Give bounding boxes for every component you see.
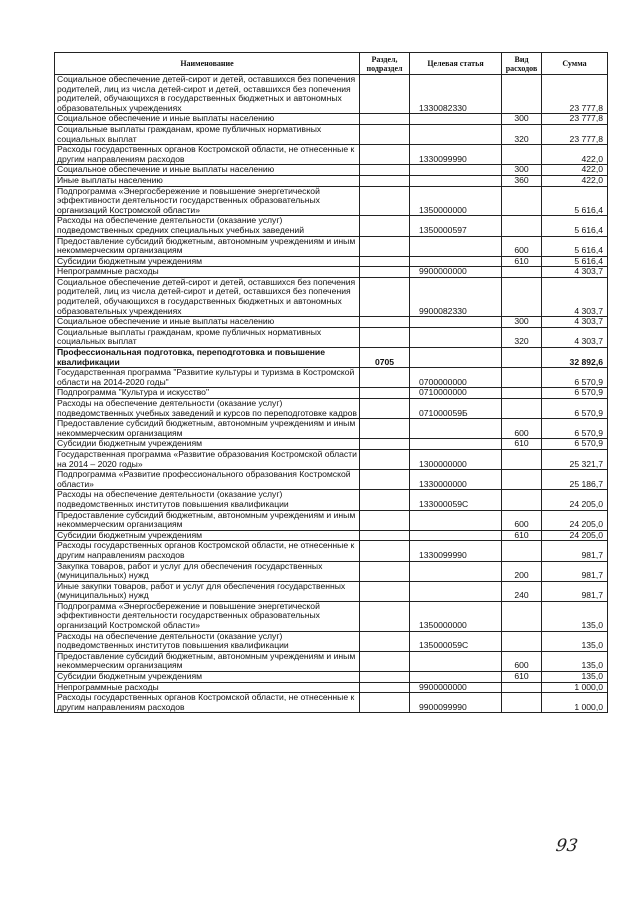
cell-razdel xyxy=(360,419,410,439)
cell-razdel xyxy=(360,651,410,671)
cell-vid: 240 xyxy=(502,581,542,601)
cell-razdel xyxy=(360,581,410,601)
cell-vid xyxy=(502,693,542,713)
cell-celevaya: 9900099990 xyxy=(410,693,502,713)
table-row xyxy=(55,399,608,419)
cell-razdel xyxy=(360,399,410,419)
table-row xyxy=(55,348,608,368)
cell-name: Предоставление субсидий бюджетным, автономным учреждениям и иным некоммерческим организациям xyxy=(55,236,360,256)
cell-vid: 600 xyxy=(502,651,542,671)
cell-razdel xyxy=(360,327,410,347)
cell-celevaya xyxy=(410,114,502,125)
cell-razdel xyxy=(360,530,410,541)
cell-celevaya xyxy=(410,348,502,368)
cell-razdel xyxy=(360,75,410,114)
cell-vid: 610 xyxy=(502,256,542,267)
cell-name: Социальное обеспечение детей-сирот и детей, оставшихся без попечения родителей, лиц из числа детей-сирот и детей, оставшихся без попечения родителей, обучающихся в государственных бюджетных и автономных образовательных учреждениях xyxy=(55,277,360,316)
table-row xyxy=(55,693,608,713)
cell-summa: 23 777,8 xyxy=(542,124,608,144)
cell-vid: 360 xyxy=(502,175,542,186)
page-number: 93 xyxy=(554,836,580,856)
cell-name: Подпрограмма «Энергосбережение и повышение энергетической эффективности деятельности государственных образовательных организаций Костромской области» xyxy=(55,186,360,216)
cell-celevaya xyxy=(410,672,502,683)
table-row xyxy=(55,277,608,316)
cell-name: Непрограммные расходы xyxy=(55,267,360,278)
cell-summa: 32 892,6 xyxy=(542,348,608,368)
cell-razdel xyxy=(360,175,410,186)
cell-celevaya: 9900000000 xyxy=(410,267,502,278)
cell-razdel xyxy=(360,541,410,561)
cell-razdel xyxy=(360,186,410,216)
cell-celevaya xyxy=(410,651,502,671)
budget-table-sheet xyxy=(54,52,607,713)
cell-celevaya: 1300000000 xyxy=(410,449,502,469)
cell-name: Субсидии бюджетным учреждениям xyxy=(55,439,360,450)
cell-summa: 1 000,0 xyxy=(542,693,608,713)
cell-razdel xyxy=(360,682,410,693)
cell-vid: 300 xyxy=(502,114,542,125)
cell-name: Субсидии бюджетным учреждениям xyxy=(55,530,360,541)
table-row xyxy=(55,439,608,450)
table-row xyxy=(55,490,608,510)
cell-summa: 23 777,8 xyxy=(542,114,608,125)
cell-vid xyxy=(502,267,542,278)
cell-vid xyxy=(502,490,542,510)
cell-summa: 4 303,7 xyxy=(542,317,608,328)
cell-vid: 320 xyxy=(502,327,542,347)
cell-vid xyxy=(502,470,542,490)
cell-razdel xyxy=(360,439,410,450)
cell-razdel: 0705 xyxy=(360,348,410,368)
table-row xyxy=(55,186,608,216)
table-row xyxy=(55,256,608,267)
cell-name: Расходы на обеспечение деятельности (оказание услуг) подведомственных средних специальных учебных заведений xyxy=(55,216,360,236)
cell-razdel xyxy=(360,368,410,388)
cell-summa: 1 000,0 xyxy=(542,682,608,693)
cell-razdel xyxy=(360,470,410,490)
cell-name: Профессиональная подготовка, переподготовка и повышение квалификации xyxy=(55,348,360,368)
table-row xyxy=(55,216,608,236)
cell-razdel xyxy=(360,490,410,510)
cell-summa: 6 570,9 xyxy=(542,399,608,419)
cell-summa: 4 303,7 xyxy=(542,327,608,347)
cell-vid xyxy=(502,75,542,114)
cell-vid: 600 xyxy=(502,236,542,256)
table-row xyxy=(55,470,608,490)
cell-vid xyxy=(502,601,542,631)
cell-razdel xyxy=(360,256,410,267)
cell-name: Социальное обеспечение и иные выплаты населению xyxy=(55,165,360,176)
cell-name: Подпрограмма "Культура и искусство" xyxy=(55,388,360,399)
cell-summa: 422,0 xyxy=(542,165,608,176)
header-name: Наименование xyxy=(55,53,360,75)
cell-name: Подпрограмма «Развитие профессионального образования Костромской области» xyxy=(55,470,360,490)
header-celevaya: Целевая статья xyxy=(410,53,502,75)
cell-celevaya xyxy=(410,530,502,541)
cell-razdel xyxy=(360,114,410,125)
budget-table xyxy=(54,52,608,713)
cell-razdel xyxy=(360,165,410,176)
cell-name: Предоставление субсидий бюджетным, автономным учреждениям и иным некоммерческим организациям xyxy=(55,651,360,671)
cell-vid: 300 xyxy=(502,317,542,328)
cell-razdel xyxy=(360,693,410,713)
table-row xyxy=(55,165,608,176)
cell-name: Подпрограмма «Энергосбережение и повышение энергетической эффективности деятельности государственных образовательных организаций Костромской области» xyxy=(55,601,360,631)
cell-summa: 6 570,9 xyxy=(542,388,608,399)
header-vid: Вид расходов xyxy=(502,53,542,75)
cell-summa: 4 303,7 xyxy=(542,277,608,316)
table-body xyxy=(55,75,608,713)
cell-name: Расходы государственных органов Костромской области, не отнесенные к другим направлениям расходов xyxy=(55,541,360,561)
cell-razdel xyxy=(360,236,410,256)
table-row xyxy=(55,75,608,114)
cell-celevaya: 1350000000 xyxy=(410,601,502,631)
cell-vid: 600 xyxy=(502,419,542,439)
cell-vid xyxy=(502,399,542,419)
table-row xyxy=(55,530,608,541)
table-row xyxy=(55,682,608,693)
cell-vid xyxy=(502,186,542,216)
cell-vid xyxy=(502,216,542,236)
cell-summa: 135,0 xyxy=(542,651,608,671)
cell-celevaya: 1330082330 xyxy=(410,75,502,114)
cell-summa: 5 616,4 xyxy=(542,186,608,216)
cell-vid xyxy=(502,368,542,388)
cell-celevaya xyxy=(410,124,502,144)
cell-celevaya xyxy=(410,175,502,186)
table-row xyxy=(55,317,608,328)
cell-summa: 981,7 xyxy=(542,541,608,561)
cell-celevaya xyxy=(410,327,502,347)
table-row xyxy=(55,124,608,144)
cell-razdel xyxy=(360,277,410,316)
cell-celevaya: 9900082330 xyxy=(410,277,502,316)
table-row xyxy=(55,145,608,165)
cell-name: Предоставление субсидий бюджетным, автономным учреждениям и иным некоммерческим организациям xyxy=(55,419,360,439)
cell-celevaya xyxy=(410,510,502,530)
cell-vid xyxy=(502,145,542,165)
cell-summa: 422,0 xyxy=(542,175,608,186)
cell-summa: 5 616,4 xyxy=(542,216,608,236)
table-row xyxy=(55,672,608,683)
table-row xyxy=(55,267,608,278)
cell-celevaya xyxy=(410,317,502,328)
cell-celevaya xyxy=(410,236,502,256)
cell-name: Социальное обеспечение и иные выплаты населению xyxy=(55,114,360,125)
cell-razdel xyxy=(360,449,410,469)
table-row xyxy=(55,561,608,581)
cell-razdel xyxy=(360,317,410,328)
cell-name: Непрограммные расходы xyxy=(55,682,360,693)
cell-razdel xyxy=(360,510,410,530)
table-header-row xyxy=(55,53,608,75)
table-row xyxy=(55,419,608,439)
cell-vid: 610 xyxy=(502,672,542,683)
cell-summa: 981,7 xyxy=(542,581,608,601)
cell-summa: 25 321,7 xyxy=(542,449,608,469)
cell-celevaya: 1330099990 xyxy=(410,145,502,165)
table-row xyxy=(55,236,608,256)
cell-celevaya xyxy=(410,256,502,267)
cell-name: Расходы государственных органов Костромской области, не отнесенные к другим направлениям расходов xyxy=(55,693,360,713)
cell-summa: 6 570,9 xyxy=(542,368,608,388)
cell-celevaya xyxy=(410,561,502,581)
table-row xyxy=(55,114,608,125)
table-row xyxy=(55,651,608,671)
cell-celevaya: 135000059С xyxy=(410,631,502,651)
cell-name: Социальные выплаты гражданам, кроме публичных нормативных социальных выплат xyxy=(55,124,360,144)
cell-celevaya: 1330000000 xyxy=(410,470,502,490)
cell-celevaya xyxy=(410,419,502,439)
cell-name: Расходы на обеспечение деятельности (оказание услуг) подведомственных учебных заведений и курсов по переподготовке кадров xyxy=(55,399,360,419)
cell-summa: 4 303,7 xyxy=(542,267,608,278)
cell-razdel xyxy=(360,631,410,651)
cell-summa: 135,0 xyxy=(542,631,608,651)
cell-summa: 6 570,9 xyxy=(542,439,608,450)
table-row xyxy=(55,601,608,631)
cell-name: Государственная программа "Развитие культуры и туризма в Костромской области на 2014-2020 годы" xyxy=(55,368,360,388)
cell-celevaya: 0710000000 xyxy=(410,388,502,399)
cell-summa: 5 616,4 xyxy=(542,236,608,256)
cell-summa: 5 616,4 xyxy=(542,256,608,267)
table-row xyxy=(55,175,608,186)
cell-celevaya: 071000059Б xyxy=(410,399,502,419)
cell-razdel xyxy=(360,216,410,236)
cell-vid: 200 xyxy=(502,561,542,581)
cell-celevaya xyxy=(410,165,502,176)
cell-celevaya: 0700000000 xyxy=(410,368,502,388)
table-row xyxy=(55,388,608,399)
cell-razdel xyxy=(360,601,410,631)
cell-summa: 23 777,8 xyxy=(542,75,608,114)
cell-vid xyxy=(502,541,542,561)
cell-celevaya: 133000059С xyxy=(410,490,502,510)
cell-celevaya: 1350000597 xyxy=(410,216,502,236)
cell-celevaya: 1330099990 xyxy=(410,541,502,561)
cell-razdel xyxy=(360,388,410,399)
cell-razdel xyxy=(360,672,410,683)
cell-summa: 24 205,0 xyxy=(542,530,608,541)
cell-vid xyxy=(502,277,542,316)
table-row xyxy=(55,631,608,651)
cell-name: Государственная программа «Развитие образования Костромской области на 2014 – 2020 годы» xyxy=(55,449,360,469)
cell-summa: 24 205,0 xyxy=(542,510,608,530)
cell-razdel xyxy=(360,561,410,581)
cell-razdel xyxy=(360,145,410,165)
cell-vid xyxy=(502,631,542,651)
cell-celevaya xyxy=(410,439,502,450)
cell-vid: 300 xyxy=(502,165,542,176)
cell-celevaya: 1350000000 xyxy=(410,186,502,216)
cell-name: Иные закупки товаров, работ и услуг для обеспечения государственных (муниципальных) нужд xyxy=(55,581,360,601)
cell-name: Социальные выплаты гражданам, кроме публичных нормативных социальных выплат xyxy=(55,327,360,347)
cell-summa: 135,0 xyxy=(542,672,608,683)
cell-name: Социальное обеспечение детей-сирот и детей, оставшихся без попечения родителей, лиц из числа детей-сирот и детей, оставшихся без попечения родителей, обучающихся в государственных бюджетных и автономных образовательных учреждениях xyxy=(55,75,360,114)
cell-name: Субсидии бюджетным учреждениям xyxy=(55,256,360,267)
cell-name: Расходы на обеспечение деятельности (оказание услуг) подведомственных институтов повышения квалификации xyxy=(55,490,360,510)
cell-celevaya: 9900000000 xyxy=(410,682,502,693)
cell-summa: 25 186,7 xyxy=(542,470,608,490)
cell-vid: 610 xyxy=(502,530,542,541)
cell-summa: 135,0 xyxy=(542,601,608,631)
cell-razdel xyxy=(360,267,410,278)
cell-celevaya xyxy=(410,581,502,601)
cell-vid: 610 xyxy=(502,439,542,450)
table-row xyxy=(55,327,608,347)
cell-name: Иные выплаты населению xyxy=(55,175,360,186)
cell-name: Субсидии бюджетным учреждениям xyxy=(55,672,360,683)
cell-vid xyxy=(502,682,542,693)
cell-summa: 24 205,0 xyxy=(542,490,608,510)
header-summa: Сумма xyxy=(542,53,608,75)
cell-name: Социальное обеспечение и иные выплаты населению xyxy=(55,317,360,328)
table-row xyxy=(55,368,608,388)
cell-summa: 422,0 xyxy=(542,145,608,165)
header-razdel: Раздел, подраздел xyxy=(360,53,410,75)
cell-name: Расходы государственных органов Костромской области, не отнесенные к другим направлениям расходов xyxy=(55,145,360,165)
cell-vid xyxy=(502,388,542,399)
cell-summa: 6 570,9 xyxy=(542,419,608,439)
table-row xyxy=(55,449,608,469)
cell-name: Предоставление субсидий бюджетным, автономным учреждениям и иным некоммерческим организациям xyxy=(55,510,360,530)
table-row xyxy=(55,541,608,561)
table-row xyxy=(55,510,608,530)
cell-razdel xyxy=(360,124,410,144)
cell-vid: 320 xyxy=(502,124,542,144)
cell-vid: 600 xyxy=(502,510,542,530)
cell-name: Расходы на обеспечение деятельности (оказание услуг) подведомственных институтов повышения квалификации xyxy=(55,631,360,651)
cell-vid xyxy=(502,348,542,368)
cell-vid xyxy=(502,449,542,469)
cell-summa: 981,7 xyxy=(542,561,608,581)
cell-name: Закупка товаров, работ и услуг для обеспечения государственных (муниципальных) нужд xyxy=(55,561,360,581)
table-row xyxy=(55,581,608,601)
